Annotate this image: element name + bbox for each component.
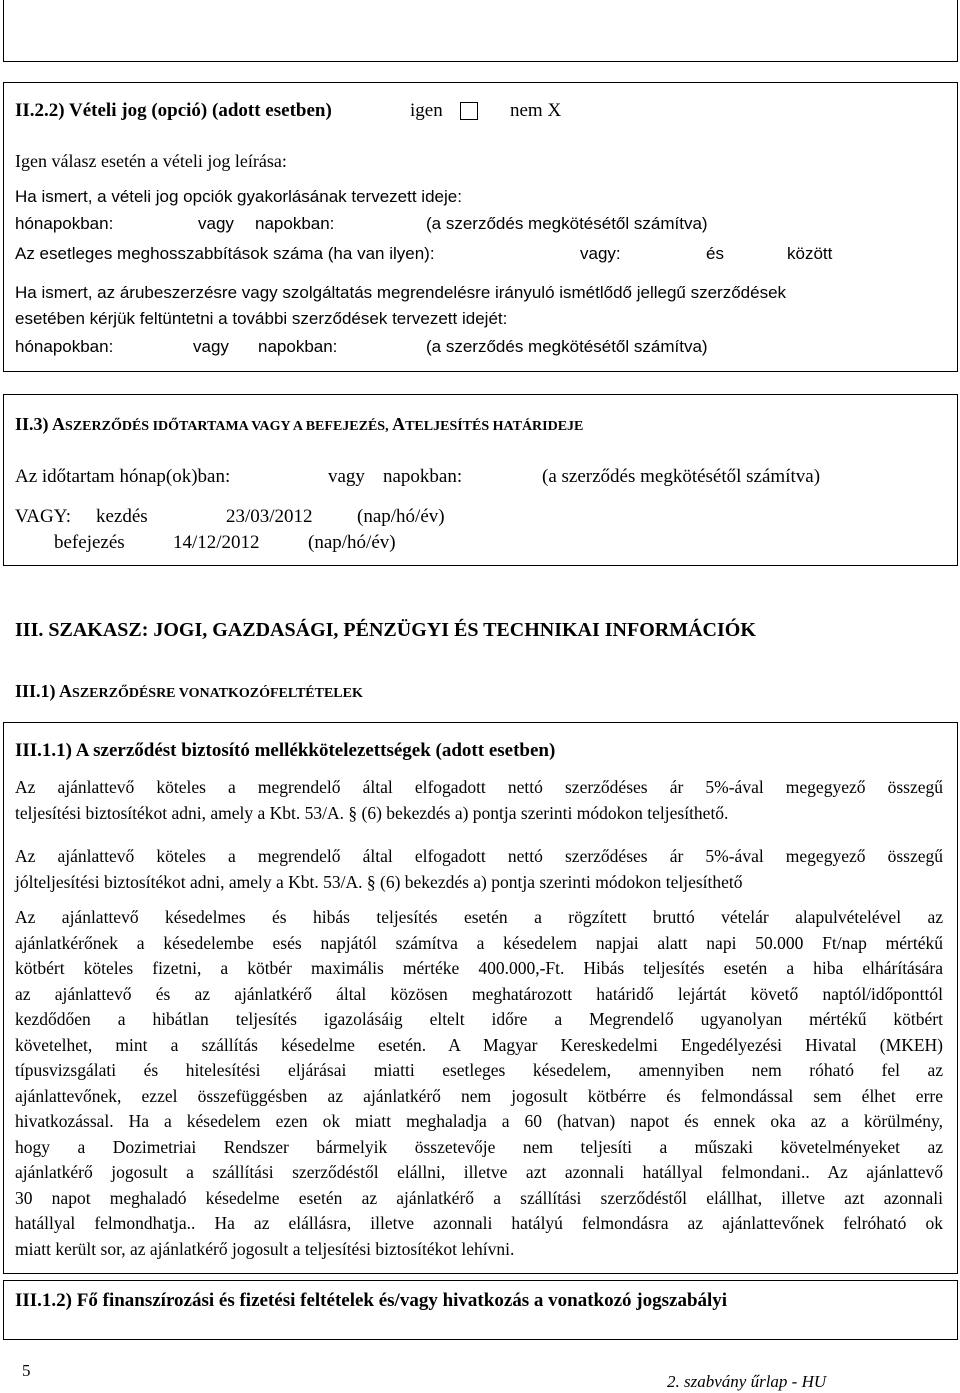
duration-days-label: napokban: [383, 466, 463, 487]
paragraph-line: jólteljesítési biztosítékot adni, amely a Kbt. 53/A. § (6) bekezdés a) pontja szerinti módokon teljesíthető [15, 871, 743, 892]
option-recurring-line-1: Ha ismert, az árubeszerzésre vagy szolgáltatás megrendelésre irányuló ismétlődő jellegű szerződések [15, 283, 787, 302]
option-description-label: Igen válasz esetén a vételi jog leírása: [15, 151, 287, 171]
guarantee-paragraph-2 [15, 844, 943, 895]
section3-sub-cap: A [59, 681, 73, 701]
paragraph-line: kezdődően a hibátlan teljesítés igazolásáig eltelt időre a Megrendelő ugyanolyan mértékű kötbért [15, 1009, 943, 1029]
duration-months-label: Az időtartam hónap(ok)ban: [15, 466, 231, 487]
option-extensions-between: között [787, 244, 833, 263]
duration-heading-cap2: A [392, 414, 406, 434]
duration-alt-label: VAGY: [15, 506, 71, 527]
guarantee-paragraph-1 [15, 775, 943, 826]
duration-heading-small: SZERZŐDÉS IDŐTARTAMA VAGY A BEFEJEZÉS, [65, 419, 389, 434]
section3-title: III. SZAKASZ: JOGI, GAZDASÁGI, PÉNZÜGYI ÉS TECHNIKAI INFORMÁCIÓK [15, 619, 756, 641]
top-empty-box [3, 0, 958, 62]
duration-end-date: 14/12/2012 [173, 532, 260, 553]
paragraph-line: Az ajánlattevő köteles a megrendelő által elfogadott nettó szerződéses ár 5%-ával megegyező összegű [15, 846, 943, 866]
paragraph-line: Az ajánlattevő késedelmes és hibás teljesítés esetén a rögzített bruttó vételár alapulvételével az [15, 907, 943, 927]
paragraph-line: 30 napot meghaladó késedelme esetén az ajánlatkérő a szállítási szerződéstől elállhat, illetve azt azonnali [15, 1187, 943, 1208]
paragraph-line: típusvizsgálati és hitelesítési eljárásai miatti esetleges késedelem, amennyiben nem róható fel az [15, 1060, 943, 1080]
section3-sub-prefix: III.1) [15, 681, 56, 701]
duration-end-label: befejezés [54, 532, 125, 553]
duration-or-label: vagy [328, 466, 365, 487]
duration-start-date: 23/03/2012 [226, 506, 313, 527]
option-or-label: vagy [198, 214, 234, 233]
paragraph-line: hogy a Dozimetriai Rendszer bármelyik összetevője nem teljesíti a műszaki követelményeket az [15, 1136, 943, 1157]
option-extensions-label: Az esetleges meghosszabbítások száma (ha van ilyen): [15, 244, 435, 263]
guarantee-paragraph-3 [15, 905, 943, 1262]
option-extensions-or: vagy: [580, 244, 621, 263]
financing-heading: III.1.2) Fő finanszírozási és fizetési feltételek és/vagy hivatkozás a vonatkozó jogszabályi [15, 1290, 728, 1311]
option-recurring-from-contract: (a szerződés megkötésétől számítva) [426, 337, 708, 356]
paragraph-line: hivatkozással. Ha a késedelem ezen ok miatt meghaladja a 60 (hatvan) napot és ennek oka az a körülmény, [15, 1111, 943, 1131]
duration-end-format: (nap/hó/év) [308, 532, 396, 553]
duration-from-contract-label: (a szerződés megkötésétől számítva) [542, 466, 821, 487]
option-recurring-or: vagy [193, 337, 229, 356]
duration-start-label: kezdés [96, 506, 148, 527]
duration-heading-cap: A [52, 414, 66, 434]
option-heading: II.2.2) Vételi jog (opció) (adott esetben) [15, 100, 332, 121]
option-no-label: nem X [510, 100, 562, 121]
paragraph-line: az ajánlattevő és az ajánlatkérő által közösen meghatározott határidő lejártát követő naptól/időponttól [15, 983, 943, 1004]
option-yes-label: igen [410, 100, 443, 121]
option-yes-checkbox[interactable] [460, 102, 478, 120]
guarantee-heading: III.1.1) A szerződést biztosító mellékkötelezettségek (adott esetben) [15, 740, 556, 761]
paragraph-line: ajánlatkérőnek a késedelembe esés napjától számítva a késedelem napjai alatt napi 50.000 Ft/nap mértékű [15, 932, 943, 953]
form-name: 2. szabvány űrlap - HU [667, 1372, 827, 1391]
option-recurring-days: napokban: [258, 337, 338, 356]
paragraph-line: Az ajánlattevő köteles a megrendelő által elfogadott nettó szerződéses ár 5%-ával megegyező összegű [15, 777, 943, 797]
section3-sub-heading [15, 680, 363, 705]
option-from-contract-label: (a szerződés megkötésétől számítva) [426, 214, 708, 233]
paragraph-line: ajánlatkérő jogosult a szállítási szerződéstől elállni, illetve azt azonnali hatállyal felmondani.. Az ajánlattevő [15, 1162, 943, 1182]
option-timing-label: Ha ismert, a vételi jog opciók gyakorlásának tervezett ideje: [15, 187, 462, 206]
paragraph-line: ajánlattevőnek, ezzel összefüggésben az ajánlatkérő nem jogosult kötbérre és felmondással sem élhet erre [15, 1085, 943, 1106]
paragraph-line: kötbért köteles fizetni, a kötbér maximális mértéke 400.000,-Ft. Hibás teljesítés esetén a hiba elhárítására [15, 958, 943, 978]
paragraph-line: miatt került sor, az ajánlatkérő jogosult a teljesítési biztosítékot lehívni. [15, 1238, 515, 1259]
paragraph-line: hatállyal felmondhatja.. Ha az elállásra, illetve azonnali hatályú felmondásra az ajánlattevőnek felróható ok [15, 1213, 943, 1233]
duration-heading-prefix: II.3) [15, 414, 49, 434]
option-extensions-and: és [706, 244, 724, 263]
section3-sub-small: SZERZŐDÉSRE VONATKOZÓFELTÉTELEK [72, 686, 363, 701]
option-recurring-line-2: esetében kérjük feltüntetni a további szerződések tervezett idejét: [15, 309, 508, 328]
page-number: 5 [22, 1361, 31, 1380]
option-recurring-months: hónapokban: [15, 337, 114, 356]
duration-start-format: (nap/hó/év) [357, 506, 445, 527]
paragraph-line: követelhet, mint a szállítás késedelme esetén. A Magyar Kereskedelmi Engedélyezési Hivatal (MKEH) [15, 1034, 943, 1055]
option-months-label: hónapokban: [15, 214, 114, 233]
duration-heading [15, 413, 583, 438]
paragraph-line: teljesítési biztosítékot adni, amely a Kbt. 53/A. § (6) bekezdés a) pontja szerinti módokon teljesíthető. [15, 802, 729, 823]
duration-heading-small2: TELJESÍTÉS HATÁRIDEJE [405, 419, 584, 434]
option-days-label: napokban: [255, 214, 335, 233]
